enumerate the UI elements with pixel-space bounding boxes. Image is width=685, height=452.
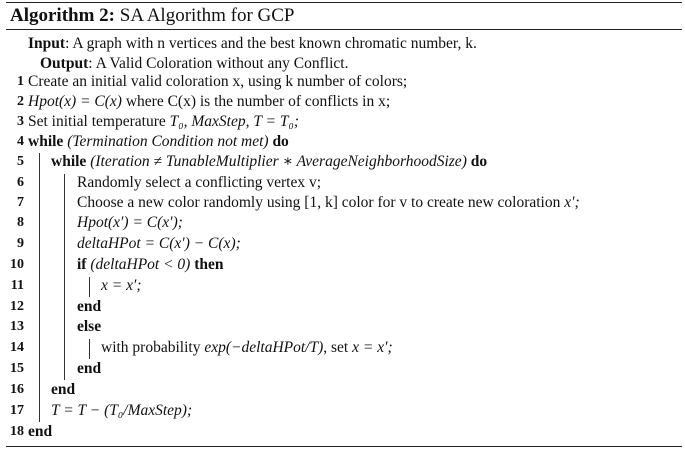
line-text: Choose a new color randomly using [1, k] color for v to create new coloration (77, 194, 565, 211)
if-bar (89, 277, 90, 297)
condition: (Termination Condition not met) (67, 133, 269, 150)
line-text: , set (323, 339, 353, 356)
algorithm-label: Algorithm 2: (10, 5, 116, 26)
line-text: Randomly select a conflicting vertex v; (77, 174, 322, 191)
algorithm-line (77, 235, 241, 253)
algorithm-line (77, 318, 101, 336)
else-bar (89, 339, 90, 359)
output-line (40, 55, 348, 73)
line-number: 6 (17, 175, 24, 190)
output-text: : A Valid Coloration without any Conflict. (88, 55, 349, 72)
keyword: end (77, 298, 102, 315)
line-number: 10 (10, 257, 24, 272)
algorithm-line (51, 402, 192, 420)
line-text: Create an initial valid coloration x, using k number of colors; (28, 73, 408, 90)
line-number: 9 (17, 236, 24, 251)
input-line (28, 35, 477, 53)
algorithm-line (77, 194, 580, 212)
outer-while-bar (39, 153, 40, 422)
top-rule (6, 2, 682, 3)
algorithm-line (101, 277, 142, 295)
algorithm-line (28, 73, 407, 91)
line-number: 16 (10, 382, 24, 397)
keyword: then (194, 256, 224, 273)
input-label: Input (28, 35, 66, 52)
line-text: Set initial temperature (28, 113, 170, 130)
line-math: T = T − (T₀/MaxStep); (51, 402, 193, 419)
line-math: Hpot(x′) = C(x′); (77, 214, 183, 231)
condition: (Iteration ≠ TunableMultiplier ∗ AverageNeighborhoodSize) (90, 153, 467, 170)
line-number: 18 (10, 424, 24, 439)
algorithm-line (77, 298, 101, 316)
keyword: end (28, 423, 53, 440)
algorithm-line (28, 113, 299, 131)
output-label: Output (40, 55, 89, 72)
line-math: T₀, MaxStep, T = T₀; (169, 113, 300, 130)
algorithm-line (28, 93, 390, 111)
keyword: else (77, 318, 102, 335)
line-number: 2 (17, 94, 24, 109)
line-math: x = x′; (352, 339, 393, 356)
line-number: 3 (17, 114, 24, 129)
algorithm-line (28, 133, 289, 151)
line-number: 8 (17, 215, 24, 230)
keyword: do (272, 133, 289, 150)
algorithm-line (101, 339, 393, 357)
keyword: end (77, 360, 102, 377)
line-number: 12 (10, 299, 24, 314)
algorithm-name: SA Algorithm for GCP (119, 5, 295, 26)
title-rule (6, 29, 682, 30)
algorithm-line (77, 256, 224, 274)
algorithm-title (10, 5, 295, 27)
keyword: do (470, 153, 488, 170)
line-math: x′; (564, 194, 580, 211)
keyword: if (77, 256, 87, 273)
keyword: while (28, 133, 64, 150)
condition: (deltaHPot < 0) (90, 256, 191, 273)
line-text: where C(x) is the number of conflicts in x; (121, 93, 391, 110)
algorithm-line (77, 214, 183, 232)
line-number: 11 (10, 278, 24, 293)
line-math: deltaHPot = C(x′) − C(x); (77, 235, 241, 252)
line-number: 4 (17, 134, 24, 149)
keyword: while (51, 153, 87, 170)
algorithm-line (77, 174, 321, 192)
line-math: Hpot(x) = C(x) (28, 93, 122, 110)
algorithm-line (77, 360, 101, 378)
line-number: 17 (10, 403, 24, 418)
input-text: : A graph with n vertices and the best known chromatic number, k. (65, 35, 477, 52)
line-text: with probability (101, 339, 205, 356)
line-number: 7 (17, 195, 24, 210)
algorithm-line (51, 153, 487, 171)
inner-while-bar (64, 174, 65, 380)
bottom-rule (6, 446, 682, 447)
line-number: 1 (17, 74, 24, 89)
line-math: x = x′; (101, 277, 142, 294)
keyword: end (51, 381, 76, 398)
algorithm-line (28, 423, 52, 441)
algorithm-line (51, 381, 75, 399)
line-number: 13 (10, 319, 24, 334)
line-number: 5 (17, 154, 24, 169)
line-number: 14 (10, 340, 24, 355)
line-number: 15 (10, 361, 24, 376)
line-math: exp(−deltaHPot/T) (204, 339, 324, 356)
